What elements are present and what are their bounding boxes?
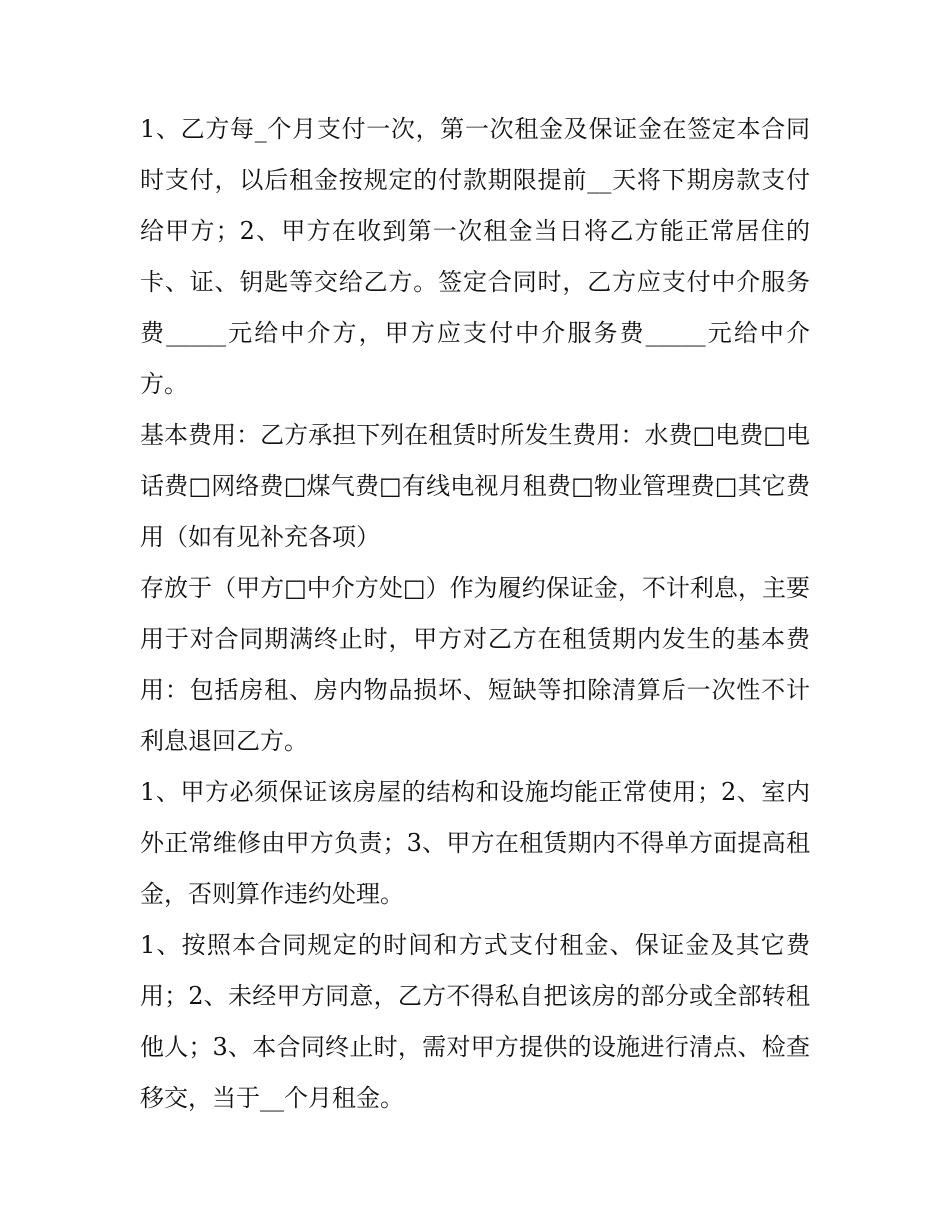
paragraph-basic-fees: 基本费用：乙方承担下列在租赁时所发生费用：水费□电费□电话费□网络费□煤气费□有线电视月租费□物业管理费□其它费用（如有见补充各项）	[140, 421, 810, 551]
paragraph-payment-terms: 1、乙方每_个月支付一次，第一次租金及保证金在签定本合同时支付，以后租金按规定的付款期限提前__天将下期房款支付给甲方；2、甲方在收到第一次租金当日将乙方能正常居住的卡、证、钥匙等交给乙方。签定合同时，乙方应支付中介服务费_____元给中介方，甲方应支付中介服务费_____元给中介方。	[140, 115, 810, 398]
paragraph-landlord-obligations: 1、甲方必须保证该房屋的结构和设施均能正常使用；2、室内外正常维修由甲方负责；3、甲方在租赁期内不得单方面提高租金，否则算作违约处理。	[140, 778, 810, 908]
paragraph-deposit: 存放于（甲方□中介方处□）作为履约保证金，不计利息，主要用于对合同期满终止时，甲方对乙方在租赁期内发生的基本费用：包括房租、房内物品损坏、短缺等扣除清算后一次性不计利息退回乙方。	[140, 574, 810, 755]
paragraph-tenant-obligations: 1、按照本合同规定的时间和方式支付租金、保证金及其它费用；2、未经甲方同意，乙方不得私自把该房的部分或全部转租他人；3、本合同终止时，需对甲方提供的设施进行清点、检查移交，当于__个月租金。	[140, 931, 810, 1112]
document-body	[140, 104, 810, 1124]
